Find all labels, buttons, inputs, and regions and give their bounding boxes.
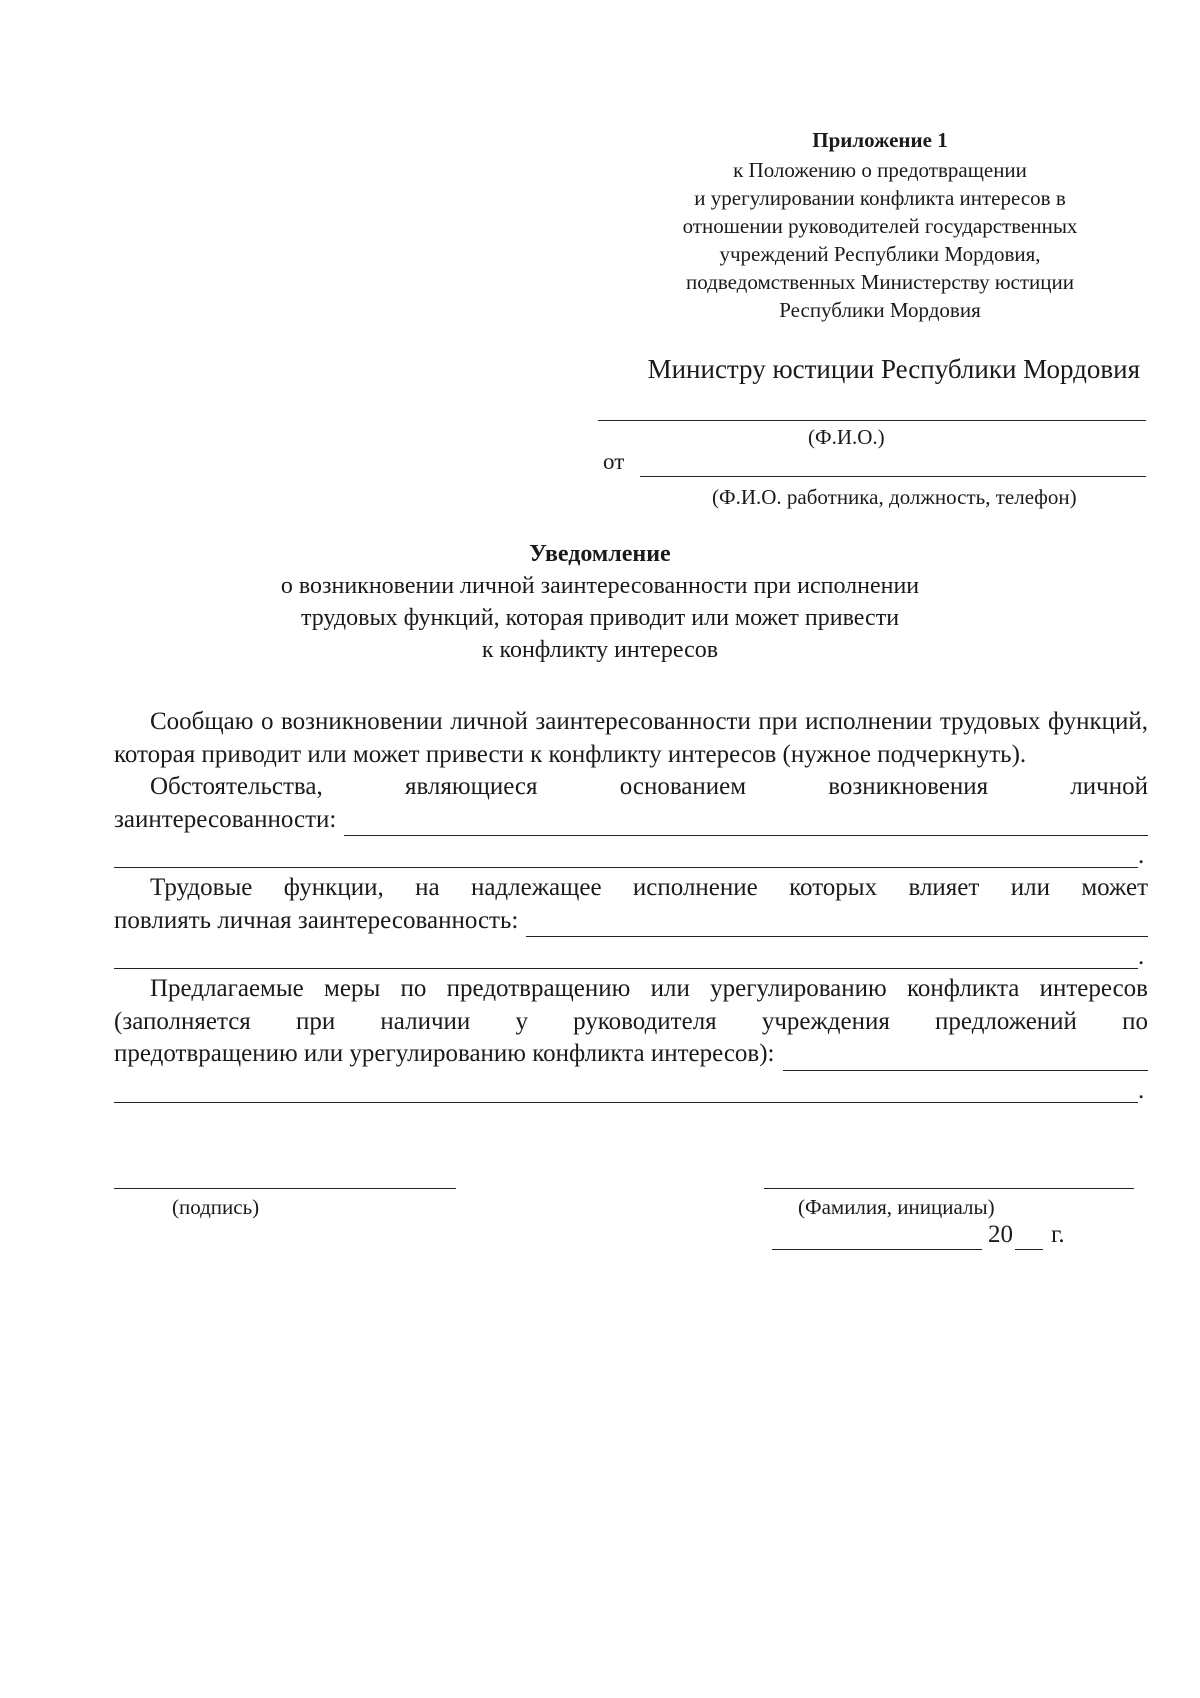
- addressee-line: Министру юстиции Республики Мордовия: [647, 354, 1140, 384]
- circumstances-blank[interactable]: [344, 809, 1148, 836]
- year-suffix: г.: [1051, 1221, 1065, 1248]
- appendix-line: отношении руководителей государственных: [682, 214, 1078, 238]
- signature-line[interactable]: [114, 1188, 456, 1189]
- name-caption: (Фамилия, инициалы): [798, 1195, 995, 1219]
- functions-blank[interactable]: [526, 910, 1148, 937]
- paragraph-functions-line: Трудовые функции, на надлежащее исполнение которых влияет или может: [150, 874, 1148, 901]
- year-prefix: 20: [988, 1221, 1013, 1248]
- name-line[interactable]: [764, 1188, 1134, 1189]
- appendix-line: учреждений Республики Мордовия,: [719, 242, 1041, 266]
- notice-subtitle-line: к конфликту интересов: [481, 637, 719, 663]
- appendix-line: к Положению о предотвращении: [733, 158, 1027, 182]
- notice-subtitle-line: трудовых функций, которая приводит или может привести: [300, 605, 900, 631]
- from-label: от: [603, 449, 625, 474]
- appendix-header: [640, 126, 1120, 324]
- circumstances-blank-row: [114, 836, 1148, 868]
- measures-blank-row: [114, 1071, 1148, 1103]
- functions-label: повлиять личная заинтересованность:: [114, 906, 519, 934]
- functions-blank-row: [114, 937, 1148, 969]
- circumstances-row: [114, 804, 1148, 837]
- paragraph-circumstances-line: Обстоятельства, являющиеся основанием возникновения личной: [150, 773, 1148, 800]
- appendix-line: Республики Мордовия: [779, 298, 981, 322]
- appendix-line: подведомственных Министерству юстиции: [686, 270, 1074, 294]
- appendix-line: и урегулировании конфликта интересов в: [694, 186, 1066, 210]
- measures-label: предотвращению или урегулированию конфликта интересов):: [114, 1040, 775, 1067]
- functions-blank-2[interactable]: [114, 942, 1138, 969]
- year-blank[interactable]: [1015, 1227, 1043, 1250]
- circumstances-label: заинтересованности:: [114, 805, 337, 833]
- fio-caption: (Ф.И.О.): [808, 425, 885, 449]
- period: .: [1138, 943, 1145, 970]
- period: .: [1138, 842, 1145, 869]
- circumstances-blank-2[interactable]: [114, 841, 1138, 868]
- appendix-title: Приложение 1: [812, 128, 948, 152]
- date-row: [772, 1220, 1072, 1250]
- fio-blank-line[interactable]: [598, 420, 1146, 421]
- measures-blank-2[interactable]: [114, 1076, 1138, 1103]
- date-blank[interactable]: [772, 1225, 982, 1250]
- measures-row: [114, 1038, 1148, 1071]
- paragraph-statement: Сообщаю о возникновении личной заинтересованности при исполнении трудовых функций, которая приводит или может привести к конфликту интересов (нужное подчеркнуть).: [114, 708, 1148, 768]
- notice-title: Уведомление: [529, 541, 671, 567]
- notice-body: [114, 706, 1148, 1103]
- notice-heading: [150, 538, 1050, 666]
- from-blank-line[interactable]: [640, 476, 1146, 477]
- from-caption: (Ф.И.О. работника, должность, телефон): [712, 485, 1077, 509]
- period: .: [1138, 1076, 1145, 1104]
- measures-blank[interactable]: [783, 1044, 1149, 1071]
- paragraph-measures: Предлагаемые меры по предотвращению или урегулированию конфликта интересов (заполняется при наличии у руководителя учреждения предложений по: [114, 975, 1148, 1035]
- signature-caption: (подпись): [172, 1195, 260, 1219]
- functions-row: [114, 905, 1148, 938]
- notice-subtitle-line: о возникновении личной заинтересованности при исполнении: [280, 573, 920, 599]
